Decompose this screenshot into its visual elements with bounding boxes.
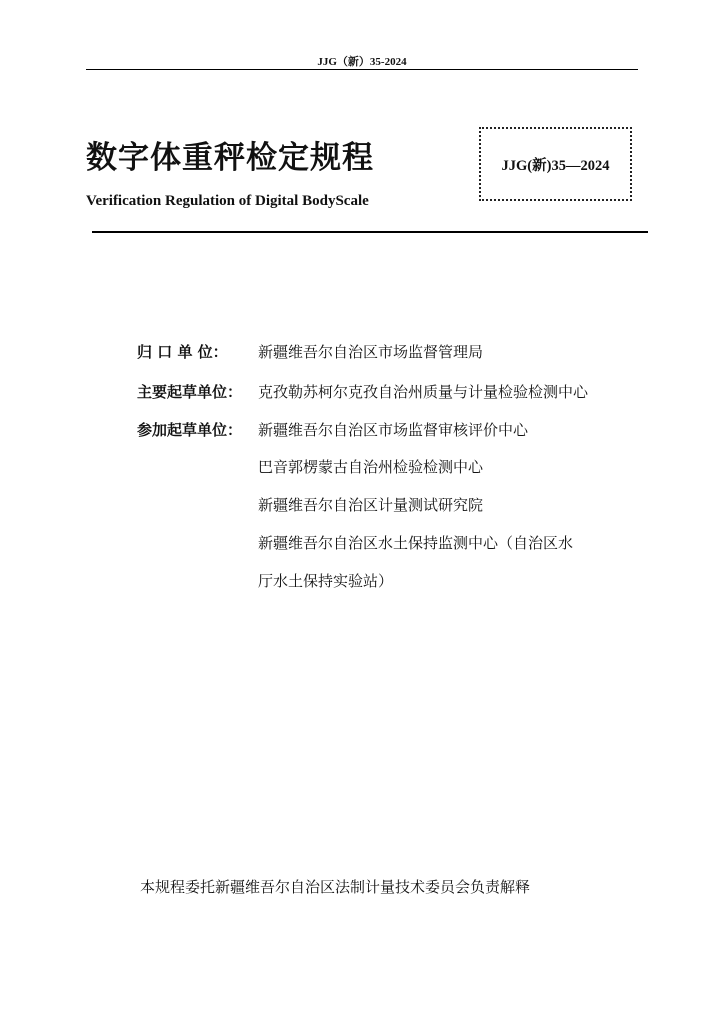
header-divider — [86, 69, 638, 70]
responsible-unit-label: 归 口 单 位： — [137, 343, 228, 361]
interpretation-note: 本规程委托新疆维吾尔自治区法制计量技术委员会负责解释 — [140, 878, 531, 896]
standard-code: JJG(新)35—2024 — [501, 157, 610, 174]
co-drafter-row — [137, 419, 528, 441]
co-drafter-value: 新疆维吾尔自治区计量测试研究院 — [258, 496, 484, 514]
main-drafter-label: 主要起草单位： — [137, 383, 243, 401]
header-standard-code: JJG（新）35-2024 — [317, 56, 407, 68]
document-title-english: Verification Regulation of Digital BodyScale — [86, 193, 369, 209]
responsible-unit-row — [137, 341, 483, 363]
main-drafter-value: 克孜勒苏柯尔克孜自治州质量与计量检验检测中心 — [258, 383, 589, 401]
co-drafter-value: 新疆维吾尔自治区水土保持监测中心（自治区水 — [258, 534, 574, 552]
co-drafter-value: 厅水土保持实验站） — [258, 572, 394, 590]
co-drafter-value: 新疆维吾尔自治区市场监督审核评价中心 — [258, 421, 529, 439]
title-divider — [92, 231, 648, 233]
document-title-chinese: 数字体重秤检定规程 — [86, 140, 374, 176]
responsible-unit-value: 新疆维吾尔自治区市场监督管理局 — [258, 343, 484, 361]
main-drafter-row — [137, 381, 588, 403]
standard-code-box — [479, 127, 632, 201]
co-drafter-label: 参加起草单位： — [137, 421, 243, 439]
co-drafter-value: 巴音郭楞蒙古自治州检验检测中心 — [258, 458, 484, 476]
